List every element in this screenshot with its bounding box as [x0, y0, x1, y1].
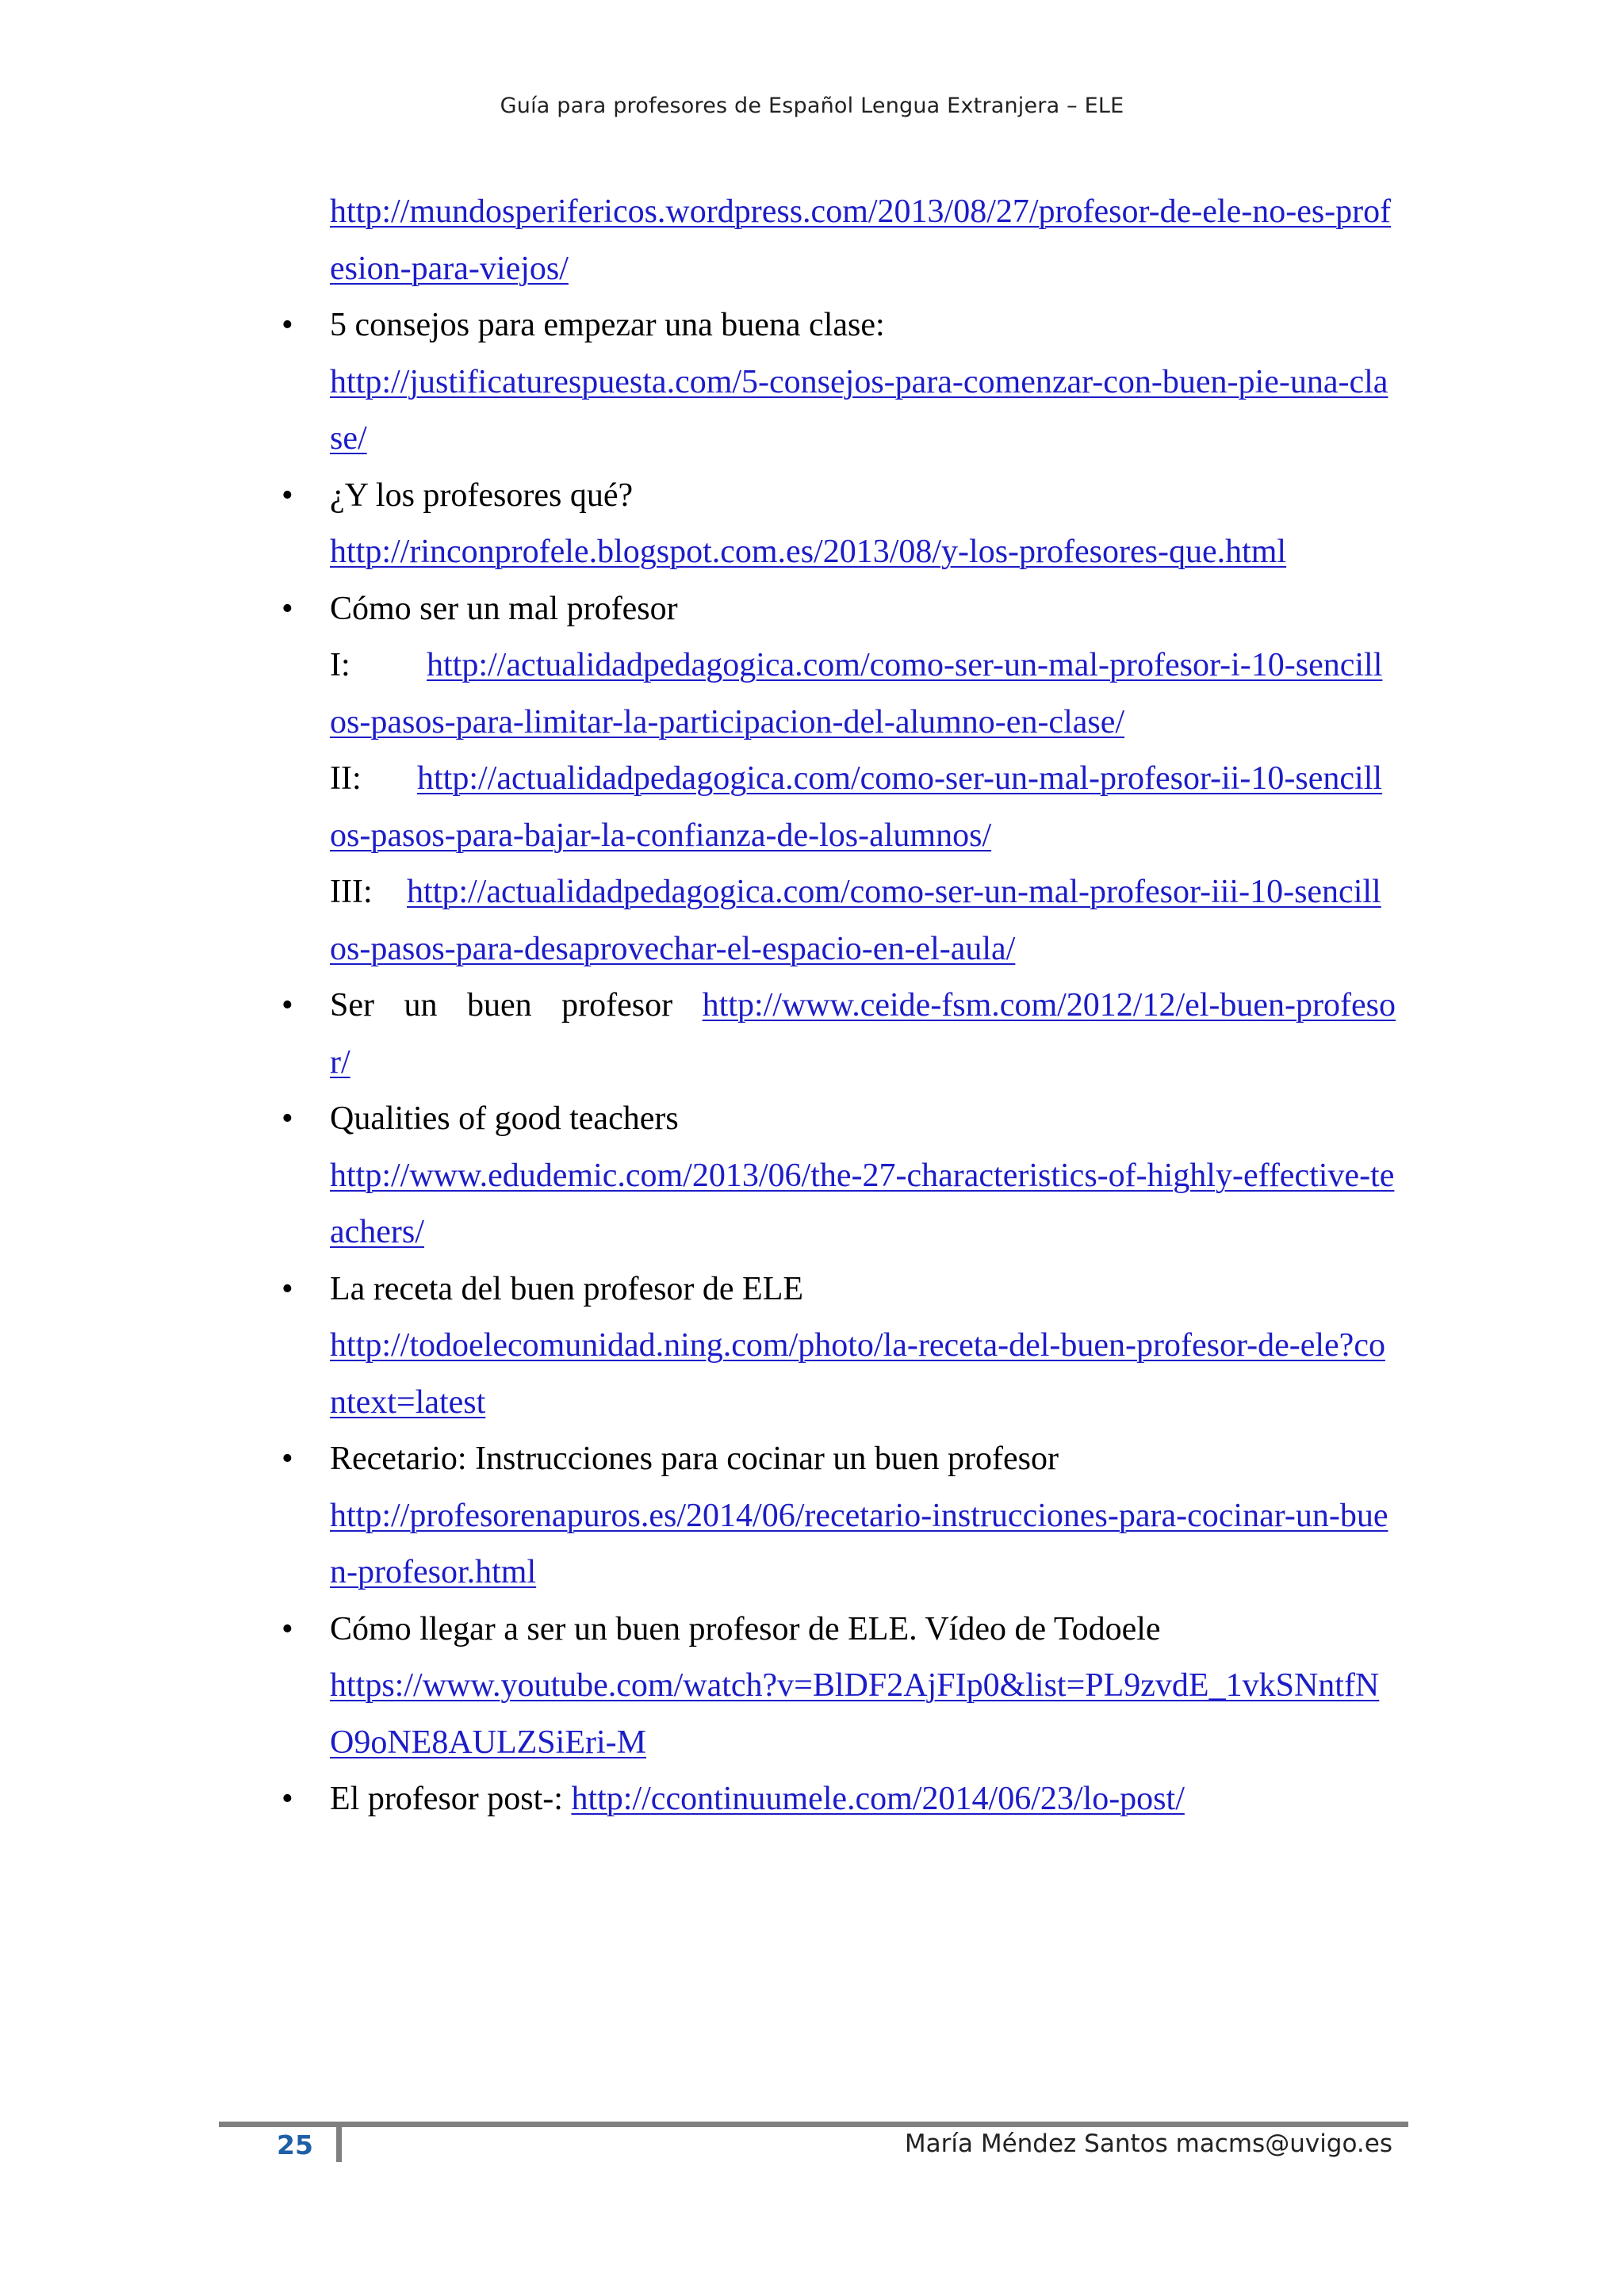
sub-item-label: II: [330, 760, 362, 797]
sub-item [330, 864, 1396, 978]
footer-rule-divider [336, 2127, 342, 2162]
link-justificaturespuesta[interactable]: http://justificaturespuesta.com/5-consejos-para-comenzar-con-buen-pie-una-clase/ [330, 363, 1388, 457]
list-item [282, 1601, 1396, 1772]
list-item [282, 1261, 1396, 1432]
list-item [282, 468, 1396, 581]
link-edudemic[interactable]: http://www.edudemic.com/2013/06/the-27-characteristics-of-highly-effective-teachers/ [330, 1157, 1395, 1250]
document-body [282, 184, 1396, 1828]
sub-item-label: III: [330, 874, 373, 910]
sub-item-label: I: [330, 647, 350, 683]
list-item [282, 1091, 1396, 1261]
link-mundosperifericos[interactable]: http://mundosperifericos.wordpress.com/2013/08/27/profesor-de-ele-no-es-profesion-para-viejos/ [330, 193, 1392, 287]
item-label: Cómo llegar a ser un buen profesor de ELE. Vídeo de Todoele [330, 1610, 1161, 1647]
link-rinconprofele[interactable]: http://rinconprofele.blogspot.com.es/2013/08/y-los-profesores-que.html [330, 534, 1287, 570]
list-item [282, 1431, 1396, 1601]
item-label: 5 consejos para empezar una buena clase: [330, 307, 885, 343]
item-label: El profesor post-: [330, 1781, 563, 1817]
continuation-paragraph [282, 184, 1396, 297]
link-ccontinuumele[interactable]: http://ccontinuumele.com/2014/06/23/lo-post/ [571, 1781, 1185, 1817]
resource-list [282, 297, 1396, 1828]
link-todoelecomunidad[interactable]: http://todoelecomunidad.ning.com/photo/la-receta-del-buen-profesor-de-ele?context=latest [330, 1327, 1385, 1421]
item-label: Cómo ser un mal profesor [330, 590, 678, 627]
item-label: Recetario: Instrucciones para cocinar un buen profesor [330, 1441, 1059, 1477]
list-item [282, 978, 1396, 1091]
item-label: Ser un buen profesor [330, 987, 673, 1024]
list-item [282, 1771, 1396, 1828]
list-item [282, 297, 1396, 468]
link-mal-profesor-ii[interactable]: http://actualidadpedagogica.com/como-ser-un-mal-profesor-ii-10-sencillos-pasos-para-bajar-la-confianza-de-los-alumnos/ [330, 760, 1383, 854]
page-number: 25 [277, 2130, 313, 2160]
sub-item [330, 637, 1396, 751]
footer-author: María Méndez Santos macms@uvigo.es [904, 2130, 1392, 2158]
link-youtube-video[interactable]: https://www.youtube.com/watch?v=BlDF2AjFIp0&list=PL9zvdE_1vkSNntfNO9oNE8AULZSiEri-M [330, 1667, 1380, 1761]
link-ceide-fsm[interactable]: http://www.ceide-fsm.com/2012/12/el-buen-profesor/ [330, 987, 1396, 1081]
item-label: ¿Y los profesores qué? [330, 476, 634, 514]
footer-rule [219, 2122, 1408, 2127]
link-mal-profesor-iii[interactable]: http://actualidadpedagogica.com/como-ser-un-mal-profesor-iii-10-sencillos-pasos-para-desaprovechar-el-espacio-en-el-aula/ [330, 874, 1381, 967]
item-label: La receta del buen profesor de ELE [330, 1270, 804, 1307]
link-profesorenapuros[interactable]: http://profesorenapuros.es/2014/06/recetario-instrucciones-para-cocinar-un-buen-profesor.html [330, 1497, 1388, 1590]
item-label: Qualities of good teachers [330, 1100, 679, 1137]
link-mal-profesor-i[interactable]: http://actualidadpedagogica.com/como-ser-un-mal-profesor-i-10-sencillos-pasos-para-limitar-la-participacion-del-alumno-en-clase/ [330, 647, 1383, 740]
sub-item [330, 751, 1396, 864]
page-header: Guía para profesores de Español Lengua Extranjera – ELE [500, 94, 1124, 118]
list-item [282, 581, 1396, 978]
